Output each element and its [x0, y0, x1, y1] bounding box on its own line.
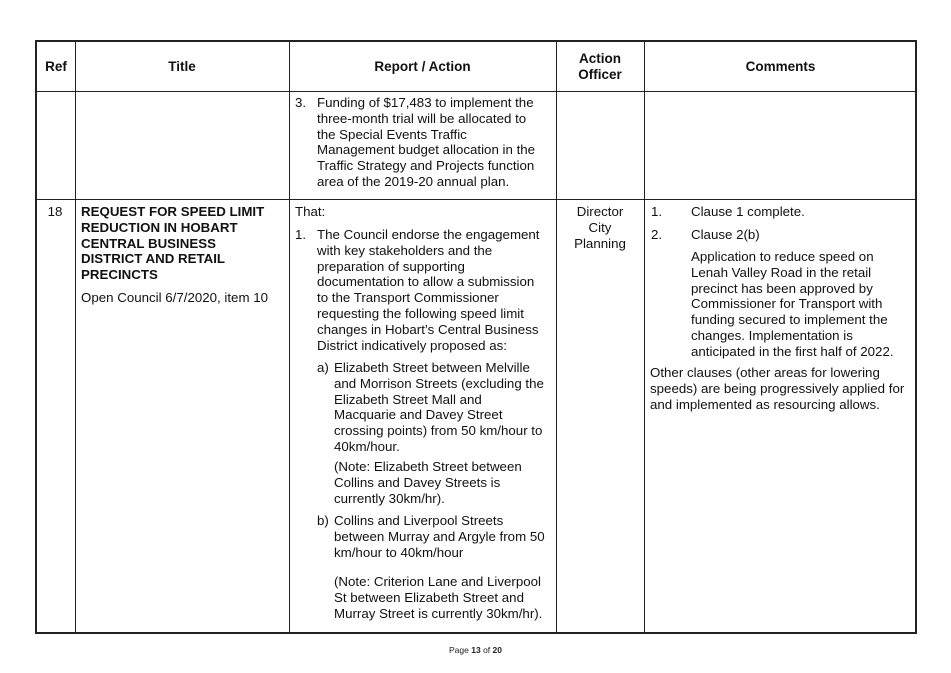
page-number: 13	[471, 645, 481, 655]
sub-item-b-text	[334, 513, 545, 560]
text-line: Funding of $17,483 to implement the	[317, 95, 534, 110]
page-word: Page	[448, 645, 469, 655]
action-officer	[556, 204, 644, 251]
text-line: Collins and Davey Streets is	[334, 474, 501, 490]
text-line: changes. Implementation is	[691, 327, 853, 343]
header-officer-line: Officer	[578, 66, 622, 82]
sub-item-label: a)	[317, 360, 329, 375]
text-line: REQUEST FOR SPEED LIMIT	[81, 204, 265, 219]
header-comments: Comments	[745, 58, 816, 74]
column-divider	[644, 42, 645, 632]
comment-number: 1.	[651, 204, 663, 219]
text-line: Application to reduce speed on	[691, 249, 874, 264]
text-line: Director	[576, 204, 624, 219]
header-report-action: Report / Action	[374, 58, 471, 74]
sub-item-a-text	[334, 360, 544, 455]
text-line: Elizabeth Street between Melville	[334, 360, 530, 375]
header-divider	[37, 91, 915, 92]
header-action-officer	[556, 42, 644, 91]
comment-number: 2.	[651, 227, 663, 242]
text-line: CENTRAL BUSINESS	[81, 235, 216, 251]
meeting-reference: Open Council 6/7/2020, item 10	[81, 290, 269, 305]
column-divider	[289, 42, 290, 632]
text-line: with key stakeholders and the	[317, 242, 493, 258]
text-line: between Murray and Argyle from 50	[334, 528, 545, 544]
text-line: PRECINCTS	[81, 267, 158, 283]
text-line: City	[588, 219, 612, 235]
text-line: km/hour to 40km/hour	[334, 544, 464, 560]
text-line: the Special Events Traffic	[317, 126, 467, 142]
row-divider	[37, 199, 915, 200]
text-line: REDUCTION IN HOBART	[81, 219, 238, 235]
text-line: requesting the following speed limit	[317, 305, 524, 321]
text-line: Management budget allocation in the	[317, 142, 536, 158]
column-divider	[75, 42, 76, 632]
text-line: (Note: Elizabeth Street between	[334, 459, 522, 474]
text-line: Lenah Valley Road in the retail	[691, 264, 872, 280]
text-line: anticipated in the first half of 2022.	[691, 343, 894, 359]
column-divider	[556, 42, 557, 632]
text-line: precinct has been approved by	[691, 280, 873, 296]
text-line: District indicatively proposed as:	[317, 337, 507, 353]
text-line: St between Elizabeth Street and	[334, 589, 524, 605]
text-line: Collins and Liverpool Streets	[334, 513, 504, 528]
page-total: 20	[492, 645, 502, 655]
text-line: (Note: Criterion Lane and Liverpool	[334, 574, 541, 589]
text-line: currently 30km/hr).	[334, 490, 445, 506]
comment-2-text: Clause 2(b)	[691, 227, 760, 242]
item-1-text	[317, 227, 540, 353]
text-line: and Morrison Streets (excluding the	[334, 375, 544, 391]
text-line: Commissioner for Transport with	[691, 296, 883, 312]
text-line: The Council endorse the engagement	[317, 227, 540, 242]
text-line: preparation of supporting	[317, 258, 465, 274]
comment-2-detail	[691, 249, 894, 360]
item-3-text	[317, 95, 535, 190]
header-officer-line: Action	[579, 50, 621, 66]
text-line: speeds) are being progressively applied for	[650, 380, 905, 396]
comment-1-text: Clause 1 complete.	[691, 204, 805, 219]
item-number: 3.	[295, 95, 307, 110]
text-line: Traffic Strategy and Projects function	[317, 158, 535, 174]
report-intro: That:	[295, 204, 326, 219]
of-word: of	[483, 645, 491, 655]
item-title	[81, 204, 264, 283]
page-footer	[0, 645, 951, 655]
text-line: Murray Street is currently 30km/hr).	[334, 605, 543, 621]
note-a-text	[334, 459, 522, 506]
ref-number: 18	[47, 204, 63, 219]
text-line: 40km/hour.	[334, 438, 400, 454]
text-line: Other clauses (other areas for lowering	[650, 365, 880, 380]
text-line: three-month trial will be allocated to	[317, 110, 527, 126]
text-line: to the Transport Commissioner	[317, 290, 499, 306]
header-title: Title	[168, 58, 196, 74]
text-line: area of the 2019-20 annual plan.	[317, 173, 510, 189]
sub-item-label: b)	[317, 513, 329, 528]
text-line: Macquarie and Davey Street	[334, 407, 503, 423]
header-ref: Ref	[45, 58, 67, 74]
text-line: DISTRICT AND RETAIL	[81, 251, 226, 267]
note-b-text	[334, 574, 542, 621]
text-line: Elizabeth Street Mall and	[334, 391, 482, 407]
text-line: funding secured to implement the	[691, 312, 888, 328]
comment-other-clauses	[650, 365, 904, 412]
item-number: 1.	[295, 227, 307, 242]
text-line: crossing points) from 50 km/hour to	[334, 423, 543, 439]
text-line: changes in Hobart’s Central Business	[317, 321, 539, 337]
text-line: Planning	[574, 235, 626, 251]
text-line: and implemented as resourcing allows.	[650, 396, 880, 412]
text-line: documentation to allow a submission	[317, 274, 535, 290]
